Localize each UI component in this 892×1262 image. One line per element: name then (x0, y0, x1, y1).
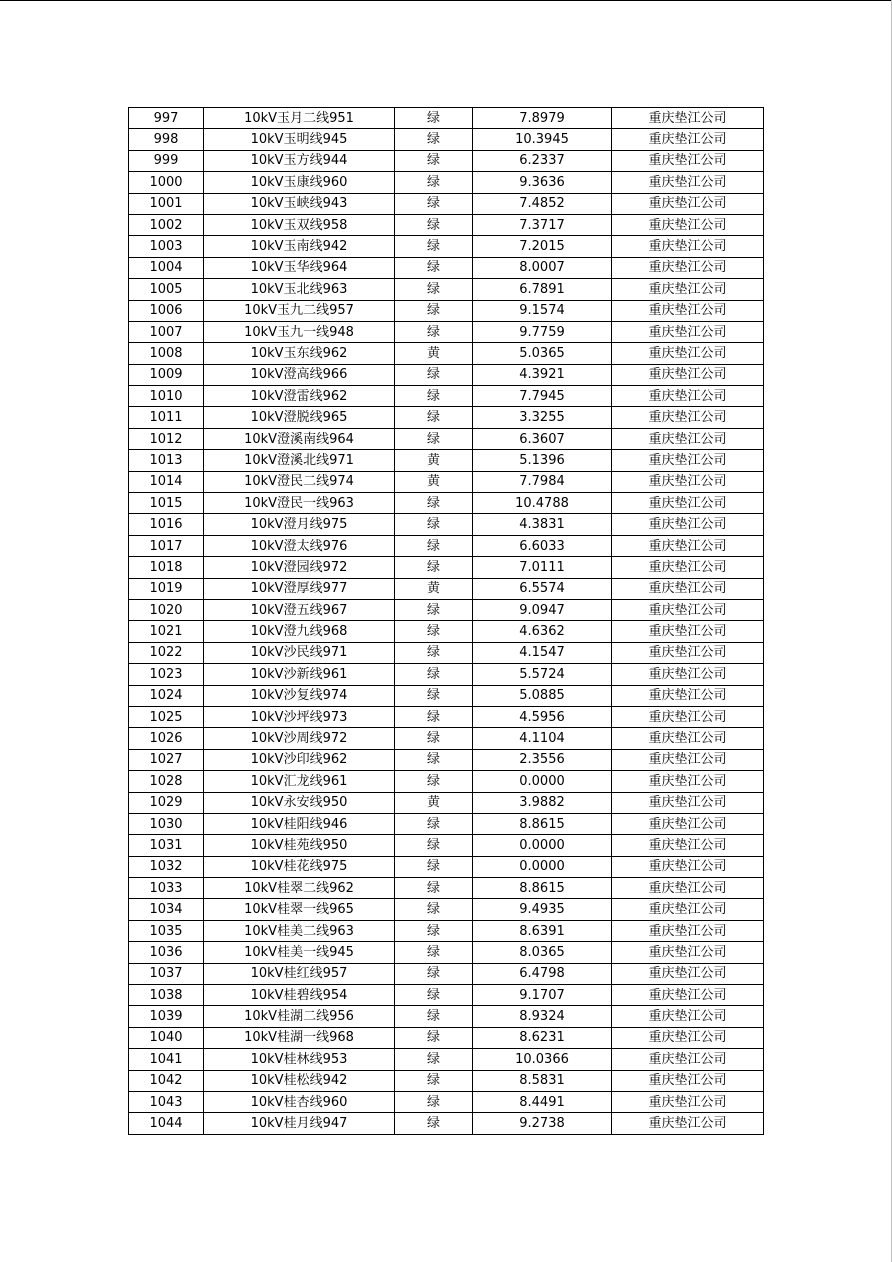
row-number-cell: 1016 (129, 514, 204, 535)
value-cell: 4.1104 (473, 728, 612, 749)
line-name-cell: 10kV澄厚线977 (204, 578, 395, 599)
table-row (129, 300, 764, 321)
status-color-cell: 绿 (395, 920, 473, 941)
table-row (129, 1091, 764, 1112)
value-cell: 7.3717 (473, 214, 612, 235)
company-cell: 重庆垫江公司 (612, 386, 764, 407)
row-number-cell: 1025 (129, 706, 204, 727)
table-row (129, 557, 764, 578)
status-color-cell: 绿 (395, 300, 473, 321)
value-cell: 8.6391 (473, 920, 612, 941)
table-row (129, 471, 764, 492)
status-color-cell: 绿 (395, 621, 473, 642)
row-number-cell: 1028 (129, 771, 204, 792)
value-cell: 9.1707 (473, 985, 612, 1006)
status-color-cell: 绿 (395, 835, 473, 856)
line-name-cell: 10kV桂松线942 (204, 1070, 395, 1091)
row-number-cell: 1026 (129, 728, 204, 749)
status-color-cell: 绿 (395, 493, 473, 514)
status-color-cell: 绿 (395, 150, 473, 171)
status-color-cell: 绿 (395, 364, 473, 385)
line-name-cell: 10kV桂碧线954 (204, 985, 395, 1006)
row-number-cell: 1007 (129, 321, 204, 342)
value-cell: 8.0007 (473, 257, 612, 278)
row-number-cell: 1038 (129, 985, 204, 1006)
table-row (129, 899, 764, 920)
company-cell: 重庆垫江公司 (612, 535, 764, 556)
table-row (129, 749, 764, 770)
table-row (129, 1027, 764, 1048)
table-row (129, 172, 764, 193)
line-name-cell: 10kV永安线950 (204, 792, 395, 813)
row-number-cell: 1004 (129, 257, 204, 278)
value-cell: 4.3831 (473, 514, 612, 535)
value-cell: 0.0000 (473, 835, 612, 856)
status-color-cell: 绿 (395, 599, 473, 620)
table-row (129, 321, 764, 342)
feeder-table (128, 107, 764, 1135)
status-color-cell: 绿 (395, 257, 473, 278)
company-cell: 重庆垫江公司 (612, 471, 764, 492)
line-name-cell: 10kV桂红线957 (204, 963, 395, 984)
company-cell: 重庆垫江公司 (612, 300, 764, 321)
table-row (129, 257, 764, 278)
status-color-cell: 绿 (395, 214, 473, 235)
table-row (129, 1070, 764, 1091)
value-cell: 8.9324 (473, 1006, 612, 1027)
company-cell: 重庆垫江公司 (612, 214, 764, 235)
status-color-cell: 绿 (395, 963, 473, 984)
row-number-cell: 1000 (129, 172, 204, 193)
row-number-cell: 1033 (129, 878, 204, 899)
table-row (129, 771, 764, 792)
table-row (129, 279, 764, 300)
line-name-cell: 10kV沙坪线973 (204, 706, 395, 727)
company-cell: 重庆垫江公司 (612, 514, 764, 535)
company-cell: 重庆垫江公司 (612, 279, 764, 300)
row-number-cell: 1019 (129, 578, 204, 599)
status-color-cell: 绿 (395, 664, 473, 685)
status-color-cell: 绿 (395, 428, 473, 449)
table-row (129, 642, 764, 663)
row-number-cell: 1009 (129, 364, 204, 385)
row-number-cell: 1029 (129, 792, 204, 813)
status-color-cell: 绿 (395, 728, 473, 749)
value-cell: 6.7891 (473, 279, 612, 300)
company-cell: 重庆垫江公司 (612, 428, 764, 449)
company-cell: 重庆垫江公司 (612, 1070, 764, 1091)
table-row (129, 364, 764, 385)
value-cell: 5.1396 (473, 450, 612, 471)
value-cell: 5.0885 (473, 685, 612, 706)
value-cell: 9.3636 (473, 172, 612, 193)
status-color-cell: 绿 (395, 172, 473, 193)
company-cell: 重庆垫江公司 (612, 193, 764, 214)
company-cell: 重庆垫江公司 (612, 963, 764, 984)
line-name-cell: 10kV桂翠二线962 (204, 878, 395, 899)
table-row (129, 685, 764, 706)
table-row (129, 1113, 764, 1134)
value-cell: 6.3607 (473, 428, 612, 449)
line-name-cell: 10kV桂林线953 (204, 1049, 395, 1070)
status-color-cell: 绿 (395, 279, 473, 300)
table-row (129, 706, 764, 727)
line-name-cell: 10kV澄脱线965 (204, 407, 395, 428)
line-name-cell: 10kV玉月二线951 (204, 108, 395, 129)
status-color-cell: 绿 (395, 1027, 473, 1048)
value-cell: 8.8615 (473, 878, 612, 899)
status-color-cell: 绿 (395, 878, 473, 899)
table-row (129, 920, 764, 941)
table-row (129, 407, 764, 428)
value-cell: 9.0947 (473, 599, 612, 620)
line-name-cell: 10kV玉九一线948 (204, 321, 395, 342)
line-name-cell: 10kV澄五线967 (204, 599, 395, 620)
company-cell: 重庆垫江公司 (612, 985, 764, 1006)
value-cell: 10.0366 (473, 1049, 612, 1070)
table-row (129, 129, 764, 150)
company-cell: 重庆垫江公司 (612, 835, 764, 856)
value-cell: 8.4491 (473, 1091, 612, 1112)
value-cell: 0.0000 (473, 771, 612, 792)
value-cell: 8.5831 (473, 1070, 612, 1091)
company-cell: 重庆垫江公司 (612, 621, 764, 642)
status-color-cell: 绿 (395, 1070, 473, 1091)
row-number-cell: 1010 (129, 386, 204, 407)
company-cell: 重庆垫江公司 (612, 664, 764, 685)
row-number-cell: 1031 (129, 835, 204, 856)
table-row (129, 878, 764, 899)
status-color-cell: 绿 (395, 813, 473, 834)
status-color-cell: 绿 (395, 985, 473, 1006)
line-name-cell: 10kV澄园线972 (204, 557, 395, 578)
company-cell: 重庆垫江公司 (612, 792, 764, 813)
row-number-cell: 1005 (129, 279, 204, 300)
value-cell: 3.3255 (473, 407, 612, 428)
line-name-cell: 10kV桂月线947 (204, 1113, 395, 1134)
table-body (129, 108, 764, 1135)
company-cell: 重庆垫江公司 (612, 493, 764, 514)
company-cell: 重庆垫江公司 (612, 1091, 764, 1112)
table-row (129, 535, 764, 556)
table-row (129, 942, 764, 963)
table-row (129, 150, 764, 171)
status-color-cell: 绿 (395, 557, 473, 578)
line-name-cell: 10kV玉东线962 (204, 343, 395, 364)
company-cell: 重庆垫江公司 (612, 706, 764, 727)
row-number-cell: 1043 (129, 1091, 204, 1112)
row-number-cell: 1037 (129, 963, 204, 984)
company-cell: 重庆垫江公司 (612, 1027, 764, 1048)
status-color-cell: 绿 (395, 514, 473, 535)
row-number-cell: 1021 (129, 621, 204, 642)
status-color-cell: 绿 (395, 193, 473, 214)
company-cell: 重庆垫江公司 (612, 108, 764, 129)
company-cell: 重庆垫江公司 (612, 856, 764, 877)
line-name-cell: 10kV沙新线961 (204, 664, 395, 685)
line-name-cell: 10kV澄民二线974 (204, 471, 395, 492)
company-cell: 重庆垫江公司 (612, 749, 764, 770)
line-name-cell: 10kV沙印线962 (204, 749, 395, 770)
line-name-cell: 10kV汇龙线961 (204, 771, 395, 792)
row-number-cell: 1034 (129, 899, 204, 920)
company-cell: 重庆垫江公司 (612, 642, 764, 663)
line-name-cell: 10kV澄高线966 (204, 364, 395, 385)
status-color-cell: 黄 (395, 578, 473, 599)
value-cell: 9.7759 (473, 321, 612, 342)
row-number-cell: 1011 (129, 407, 204, 428)
table-row (129, 728, 764, 749)
line-name-cell: 10kV澄雷线962 (204, 386, 395, 407)
company-cell: 重庆垫江公司 (612, 899, 764, 920)
row-number-cell: 1041 (129, 1049, 204, 1070)
table-row (129, 813, 764, 834)
value-cell: 7.4852 (473, 193, 612, 214)
row-number-cell: 1027 (129, 749, 204, 770)
company-cell: 重庆垫江公司 (612, 1006, 764, 1027)
value-cell: 6.6033 (473, 535, 612, 556)
value-cell: 6.5574 (473, 578, 612, 599)
status-color-cell: 绿 (395, 321, 473, 342)
company-cell: 重庆垫江公司 (612, 343, 764, 364)
line-name-cell: 10kV澄九线968 (204, 621, 395, 642)
value-cell: 4.3921 (473, 364, 612, 385)
row-number-cell: 1039 (129, 1006, 204, 1027)
company-cell: 重庆垫江公司 (612, 920, 764, 941)
company-cell: 重庆垫江公司 (612, 172, 764, 193)
row-number-cell: 1014 (129, 471, 204, 492)
company-cell: 重庆垫江公司 (612, 771, 764, 792)
value-cell: 9.2738 (473, 1113, 612, 1134)
company-cell: 重庆垫江公司 (612, 257, 764, 278)
row-number-cell: 1002 (129, 214, 204, 235)
line-name-cell: 10kV桂湖一线968 (204, 1027, 395, 1048)
table-row (129, 108, 764, 129)
company-cell: 重庆垫江公司 (612, 578, 764, 599)
company-cell: 重庆垫江公司 (612, 450, 764, 471)
line-name-cell: 10kV桂美二线963 (204, 920, 395, 941)
line-name-cell: 10kV桂阳线946 (204, 813, 395, 834)
row-number-cell: 1012 (129, 428, 204, 449)
company-cell: 重庆垫江公司 (612, 685, 764, 706)
value-cell: 8.8615 (473, 813, 612, 834)
table-row (129, 856, 764, 877)
status-color-cell: 绿 (395, 942, 473, 963)
line-name-cell: 10kV沙复线974 (204, 685, 395, 706)
company-cell: 重庆垫江公司 (612, 599, 764, 620)
value-cell: 10.3945 (473, 129, 612, 150)
row-number-cell: 1042 (129, 1070, 204, 1091)
status-color-cell: 黄 (395, 471, 473, 492)
row-number-cell: 1001 (129, 193, 204, 214)
company-cell: 重庆垫江公司 (612, 321, 764, 342)
line-name-cell: 10kV玉九二线957 (204, 300, 395, 321)
table-row (129, 835, 764, 856)
row-number-cell: 1015 (129, 493, 204, 514)
table-row (129, 963, 764, 984)
company-cell: 重庆垫江公司 (612, 1113, 764, 1134)
row-number-cell: 1006 (129, 300, 204, 321)
company-cell: 重庆垫江公司 (612, 728, 764, 749)
line-name-cell: 10kV玉北线963 (204, 279, 395, 300)
company-cell: 重庆垫江公司 (612, 150, 764, 171)
row-number-cell: 1023 (129, 664, 204, 685)
line-name-cell: 10kV桂湖二线956 (204, 1006, 395, 1027)
company-cell: 重庆垫江公司 (612, 129, 764, 150)
value-cell: 6.2337 (473, 150, 612, 171)
line-name-cell: 10kV桂苑线950 (204, 835, 395, 856)
line-name-cell: 10kV澄溪北线971 (204, 450, 395, 471)
value-cell: 7.7945 (473, 386, 612, 407)
table-row (129, 343, 764, 364)
line-name-cell: 10kV玉方线944 (204, 150, 395, 171)
line-name-cell: 10kV澄民一线963 (204, 493, 395, 514)
status-color-cell: 绿 (395, 129, 473, 150)
table-row (129, 236, 764, 257)
line-name-cell: 10kV玉华线964 (204, 257, 395, 278)
value-cell: 9.1574 (473, 300, 612, 321)
company-cell: 重庆垫江公司 (612, 942, 764, 963)
table-row (129, 578, 764, 599)
row-number-cell: 998 (129, 129, 204, 150)
row-number-cell: 1020 (129, 599, 204, 620)
table-row (129, 985, 764, 1006)
value-cell: 10.4788 (473, 493, 612, 514)
company-cell: 重庆垫江公司 (612, 813, 764, 834)
value-cell: 4.1547 (473, 642, 612, 663)
status-color-cell: 绿 (395, 535, 473, 556)
table-row (129, 1006, 764, 1027)
company-cell: 重庆垫江公司 (612, 557, 764, 578)
table-row (129, 386, 764, 407)
status-color-cell: 绿 (395, 685, 473, 706)
row-number-cell: 1017 (129, 535, 204, 556)
status-color-cell: 绿 (395, 771, 473, 792)
table-row (129, 193, 764, 214)
table-row (129, 792, 764, 813)
status-color-cell: 绿 (395, 642, 473, 663)
value-cell: 5.5724 (473, 664, 612, 685)
company-cell: 重庆垫江公司 (612, 364, 764, 385)
line-name-cell: 10kV澄月线975 (204, 514, 395, 535)
value-cell: 7.2015 (473, 236, 612, 257)
status-color-cell: 绿 (395, 749, 473, 770)
line-name-cell: 10kV桂翠一线965 (204, 899, 395, 920)
table-row (129, 621, 764, 642)
value-cell: 0.0000 (473, 856, 612, 877)
line-name-cell: 10kV桂花线975 (204, 856, 395, 877)
status-color-cell: 绿 (395, 1091, 473, 1112)
line-name-cell: 10kV桂美一线945 (204, 942, 395, 963)
row-number-cell: 1024 (129, 685, 204, 706)
value-cell: 7.7984 (473, 471, 612, 492)
value-cell: 6.4798 (473, 963, 612, 984)
status-color-cell: 绿 (395, 1049, 473, 1070)
status-color-cell: 绿 (395, 899, 473, 920)
row-number-cell: 1013 (129, 450, 204, 471)
status-color-cell: 绿 (395, 706, 473, 727)
status-color-cell: 黄 (395, 792, 473, 813)
status-color-cell: 黄 (395, 450, 473, 471)
table-row (129, 450, 764, 471)
value-cell: 4.6362 (473, 621, 612, 642)
line-name-cell: 10kV玉明线945 (204, 129, 395, 150)
row-number-cell: 1032 (129, 856, 204, 877)
line-name-cell: 10kV桂杏线960 (204, 1091, 395, 1112)
value-cell: 7.8979 (473, 108, 612, 129)
value-cell: 5.0365 (473, 343, 612, 364)
page-top-border (0, 0, 892, 1)
company-cell: 重庆垫江公司 (612, 878, 764, 899)
status-color-cell: 绿 (395, 1113, 473, 1134)
value-cell: 4.5956 (473, 706, 612, 727)
status-color-cell: 绿 (395, 1006, 473, 1027)
row-number-cell: 997 (129, 108, 204, 129)
status-color-cell: 绿 (395, 108, 473, 129)
status-color-cell: 绿 (395, 407, 473, 428)
line-name-cell: 10kV沙周线972 (204, 728, 395, 749)
status-color-cell: 绿 (395, 856, 473, 877)
company-cell: 重庆垫江公司 (612, 407, 764, 428)
status-color-cell: 黄 (395, 343, 473, 364)
line-name-cell: 10kV玉南线942 (204, 236, 395, 257)
status-color-cell: 绿 (395, 236, 473, 257)
line-name-cell: 10kV澄太线976 (204, 535, 395, 556)
status-color-cell: 绿 (395, 386, 473, 407)
value-cell: 7.0111 (473, 557, 612, 578)
value-cell: 8.0365 (473, 942, 612, 963)
value-cell: 8.6231 (473, 1027, 612, 1048)
row-number-cell: 1003 (129, 236, 204, 257)
row-number-cell: 1008 (129, 343, 204, 364)
row-number-cell: 1022 (129, 642, 204, 663)
row-number-cell: 1018 (129, 557, 204, 578)
row-number-cell: 1030 (129, 813, 204, 834)
table-row (129, 1049, 764, 1070)
row-number-cell: 1044 (129, 1113, 204, 1134)
line-name-cell: 10kV澄溪南线964 (204, 428, 395, 449)
table-row (129, 428, 764, 449)
line-name-cell: 10kV玉康线960 (204, 172, 395, 193)
row-number-cell: 1040 (129, 1027, 204, 1048)
company-cell: 重庆垫江公司 (612, 236, 764, 257)
table-row (129, 514, 764, 535)
row-number-cell: 999 (129, 150, 204, 171)
company-cell: 重庆垫江公司 (612, 1049, 764, 1070)
table-row (129, 493, 764, 514)
line-name-cell: 10kV玉峡线943 (204, 193, 395, 214)
table-row (129, 599, 764, 620)
row-number-cell: 1036 (129, 942, 204, 963)
line-name-cell: 10kV玉双线958 (204, 214, 395, 235)
table-row (129, 214, 764, 235)
value-cell: 9.4935 (473, 899, 612, 920)
line-name-cell: 10kV沙民线971 (204, 642, 395, 663)
row-number-cell: 1035 (129, 920, 204, 941)
value-cell: 3.9882 (473, 792, 612, 813)
table-row (129, 664, 764, 685)
value-cell: 2.3556 (473, 749, 612, 770)
